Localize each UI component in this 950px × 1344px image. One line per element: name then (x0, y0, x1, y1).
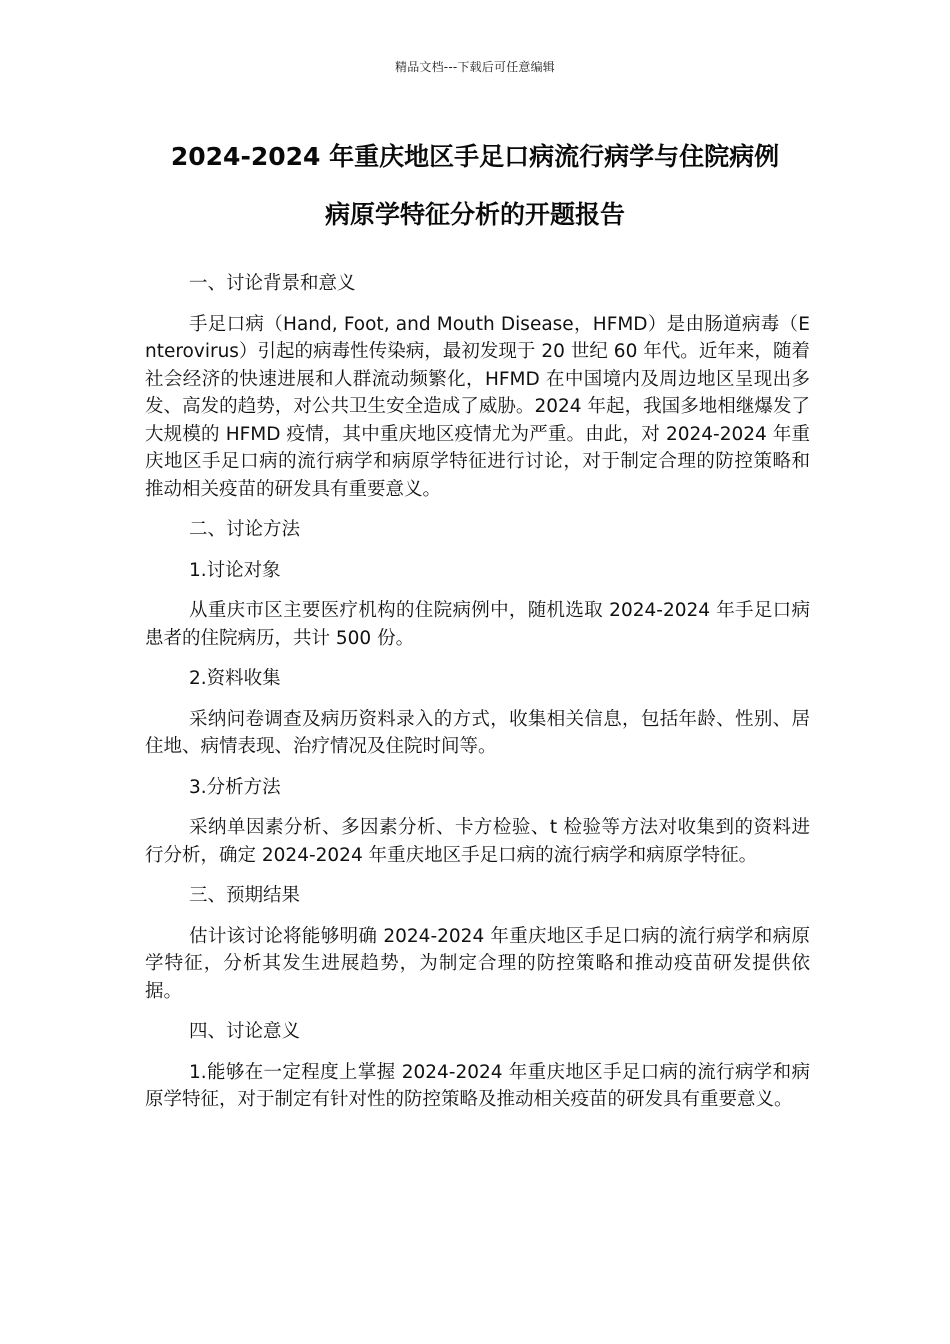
paragraph-expected-results: 估计该讨论将能够明确 2024-2024 年重庆地区手足口病的流行病学和病原学特征，分析其发生进展趋势，为制定合理的防控策略和推动疫苗研发提供依据。 (145, 925, 810, 1002)
section-heading-methods: 二、讨论方法 (189, 519, 301, 540)
paragraph-data-collection: 采纳问卷调查及病历资料录入的方式，收集相关信息，包括年龄、性别、居住地、病情表现、治疗情况及住院时间等。 (145, 708, 810, 757)
header-note: 精品文档---下载后可任意编辑 (395, 60, 555, 74)
paragraph-background: 手足口病（Hand, Foot, and Mouth Disease，HFMD）是由肠道病毒（Enterovirus）引起的病毒性传染病，最初发现于 20 世纪 60 年代。近年来，随着社会经济的快速进展和人群流动频繁化，HFMD 在中国境内及周边地区呈现出多发、高发的趋势，对公共卫生安全造成了威胁。2024 年起，我国多地相继爆发了大规模的 HFMD 疫情，其中重庆地区疫情尤为严重。由此，对 2024-2024 年重庆地区手足口病的流行病学和病原学特征进行讨论，对于制定合理的防控策略和推动相关疫苗的研发具有重要意义。 (145, 313, 810, 500)
subheading-data-collection: 2.资料收集 (189, 668, 281, 689)
paragraph-analysis-methods: 采纳单因素分析、多因素分析、卡方检验、t 检验等方法对收集到的资料进行分析，确定 2024-2024 年重庆地区手足口病的流行病学和病原学特征。 (145, 817, 810, 866)
title-line-2: 病原学特征分析的开题报告 (324, 200, 625, 229)
paragraph-significance: 1.能够在一定程度上掌握 2024-2024 年重庆地区手足口病的流行病学和病原学特征，对于制定有针对性的防控策略及推动相关疫苗的研发具有重要意义。 (145, 1061, 810, 1110)
section-heading-expected-results: 三、预期结果 (189, 885, 301, 906)
subheading-subjects: 1.讨论对象 (189, 559, 281, 581)
section-heading-significance: 四、讨论意义 (189, 1021, 301, 1042)
document-title (110, 128, 840, 244)
paragraph-subjects: 从重庆市区主要医疗机构的住院病例中，随机选取 2024-2024 年手足口病患者的住院病历，共计 500 份。 (145, 600, 810, 649)
section-heading-background: 一、讨论背景和意义 (189, 273, 356, 294)
subheading-analysis-methods: 3.分析方法 (189, 776, 281, 798)
title-line-1: 2024-2024 年重庆地区手足口病流行病学与住院病例 (170, 142, 780, 171)
document-body (145, 270, 810, 1127)
